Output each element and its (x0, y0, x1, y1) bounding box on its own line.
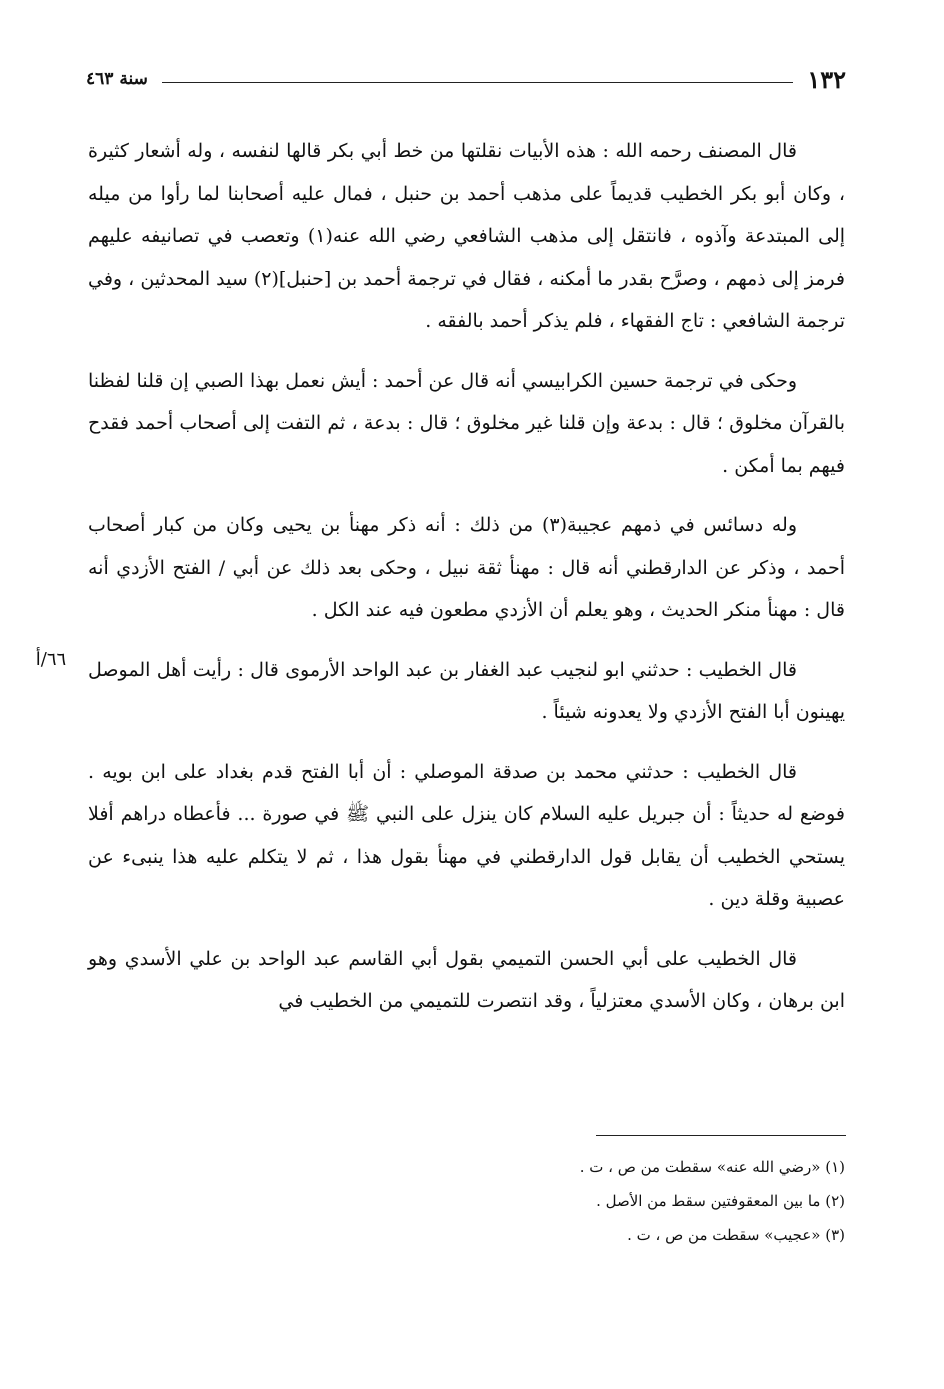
paragraph-4: قال الخطيب : حدثني ابو لنجيب عبد الغفار بن عبد الواحد الأرموى قال : رأيت أهل الموصل يهينون أبا الفتح الأزدي ولا يعدونه شيئاً . (88, 658, 845, 723)
footnote-2: (٢) ما بين المعقوفتين سقط من الأصل . (596, 1192, 845, 1210)
header-rule (162, 82, 794, 83)
paragraph-6: قال الخطيب على أبي الحسن التميمي بقول أبي القاسم عبد الواحد بن علي الأسدي وهو ابن برهان ، وكان الأسدي معتزلياً ، وقد انتصرت للتميمي من الخطيب في (88, 947, 845, 1012)
footnote-3: (٣) «عجيب» سقطت من ص ، ت . (627, 1226, 845, 1244)
footnote-1: (١) «رضي الله عنه» سقطت من ص ، ت . (579, 1158, 845, 1176)
footnotes (88, 1150, 845, 1252)
main-text (88, 130, 845, 1040)
year-label: سنة ٤٦٣ (86, 69, 148, 89)
paragraph-1: قال المصنف رحمه الله : هذه الأبيات نقلتها من خط أبي بكر قالها لنفسه ، وله أشعار كثيرة ، وكان أبو بكر الخطيب قديماً على مذهب أحمد بن حنبل ، فمال عليه أصحابنا لما رأوا من ميله إلى المبتدعة وآذوه ، فانتقل إلى مذهب الشافعي رضي الله عنه(١) وتعصب في تصانيفه عليهم فرمز إلى ذمهم ، وصرَّح بقدر ما أمكنه ، فقال في ترجمة أحمد بن [حنبل](٢) سيد المحدثين ، وفي ترجمة الشافعي : تاج الفقهاء ، فلم يذكر أحمد بالفقه . (88, 140, 846, 332)
paragraph-2: وحكى في ترجمة حسين الكرابيسي أنه قال عن أحمد : أيش نعمل بهذا الصبي إن قلنا لفظنا بالقرآن مخلوق ؛ قال : بدعة وإن قلنا غير مخلوق ؛ قال : بدعة ، ثم التفت إلى أصحاب أحمد فقدح فيهم بما أمكن . (88, 369, 845, 477)
running-head (86, 62, 846, 96)
page-number: ١٣٢ (807, 64, 846, 94)
paragraph-5: قال الخطيب : حدثني محمد بن صدقة الموصلي : أن أبا الفتح قدم بغداد على ابن بويه . فوضع له حديثاً : أن جبريل عليه السلام كان ينزل على النبي ﷺ في صورة ... فأعطاه دراهم أفلا يستحي الخطيب أن يقابل قول الدارقطني في مهنأ بقول هذا ، ثم لا يتكلم عليه هذا ينبىء عن عصبية وقلة دين . (88, 760, 845, 910)
footnote-rule (596, 1135, 846, 1136)
manuscript-folio-note: ٦٦/أ (35, 649, 67, 670)
paragraph-3: وله دسائس في ذمهم عجيبة(٣) من ذلك : أنه ذكر مهنأ بن يحيى وكان من كبار أصحاب أحمد ، وذكر عن الدارقطني أنه قال : مهنأ ثقة نبيل ، وحكى بعد ذلك عن أبي / الفتح الأزدي أنه قال : مهنأ منكر الحديث ، وهو يعلم أن الأزدي مطعون فيه عند الكل . (88, 514, 845, 621)
